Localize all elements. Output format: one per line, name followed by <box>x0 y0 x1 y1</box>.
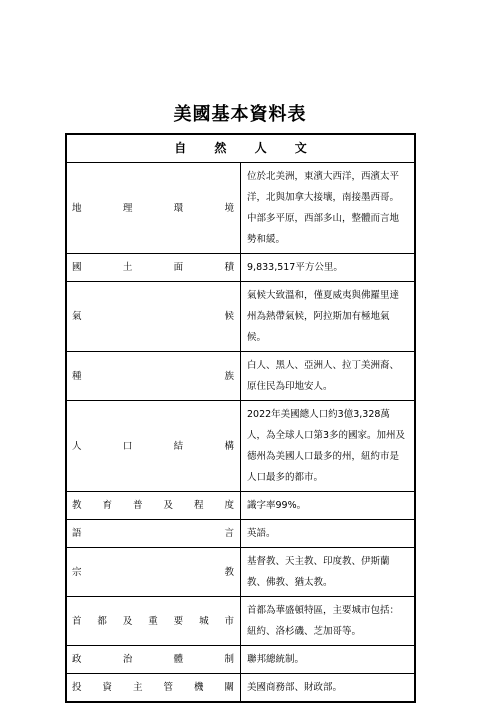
table-row-climate <box>66 282 415 352</box>
row-label: 投資主管機關 <box>66 674 241 703</box>
section-header: 自 然 人 文 <box>66 134 415 163</box>
row-value: 首都為華盛頓特區，主要城市包括：紐約、洛杉磯、芝加哥等。 <box>241 597 416 646</box>
facts-table <box>65 133 416 703</box>
table-row-language <box>66 520 415 548</box>
row-value: 美國商務部、財政部。 <box>241 674 416 703</box>
row-label: 政治體制 <box>66 646 241 674</box>
table-row-religion <box>66 548 415 597</box>
table-header-row <box>66 134 415 163</box>
row-label: 氣候 <box>66 282 241 352</box>
row-label: 語言 <box>66 520 241 548</box>
row-value: 位於北美洲，東濱大西洋，西濱太平洋，北與加拿大接壤，南接墨西哥。中部多平原，西部多山，整體而言地勢和緩。 <box>241 163 416 254</box>
table-row-investment-authority <box>66 674 415 703</box>
row-value: 白人、黑人、亞洲人、拉丁美洲裔、原住民為印地安人。 <box>241 352 416 401</box>
row-value: 聯邦總統制。 <box>241 646 416 674</box>
table-row-area <box>66 254 415 282</box>
row-label: 種族 <box>66 352 241 401</box>
row-value: 9,833,517平方公里。 <box>241 254 416 282</box>
row-label: 人口結構 <box>66 401 241 492</box>
page-title: 美國基本資料表 <box>173 104 307 125</box>
row-value: 識字率99%。 <box>241 492 416 520</box>
row-label: 教育普及程度 <box>66 492 241 520</box>
row-value: 氣候大致溫和，僅夏威夷與佛羅里達州為熱帶氣候，阿拉斯加有極地氣候。 <box>241 282 416 352</box>
row-label: 宗教 <box>66 548 241 597</box>
table-row-geography <box>66 163 415 254</box>
row-label: 國土面積 <box>66 254 241 282</box>
table-row-education <box>66 492 415 520</box>
table-row-population <box>66 401 415 492</box>
table-row-cities <box>66 597 415 646</box>
row-value: 2022年美國總人口約3億3,328萬人，為全球人口第3多的國家。加州及德州為美國人口最多的州，紐約市是人口最多的都市。 <box>241 401 416 492</box>
row-value: 基督教、天主教、印度教、伊斯蘭教、佛教、猶太教。 <box>241 548 416 597</box>
row-value: 英語。 <box>241 520 416 548</box>
table-row-political-system <box>66 646 415 674</box>
table-row-ethnicity <box>66 352 415 401</box>
row-label: 地理環境 <box>66 163 241 254</box>
row-label: 首都及重要城市 <box>66 597 241 646</box>
